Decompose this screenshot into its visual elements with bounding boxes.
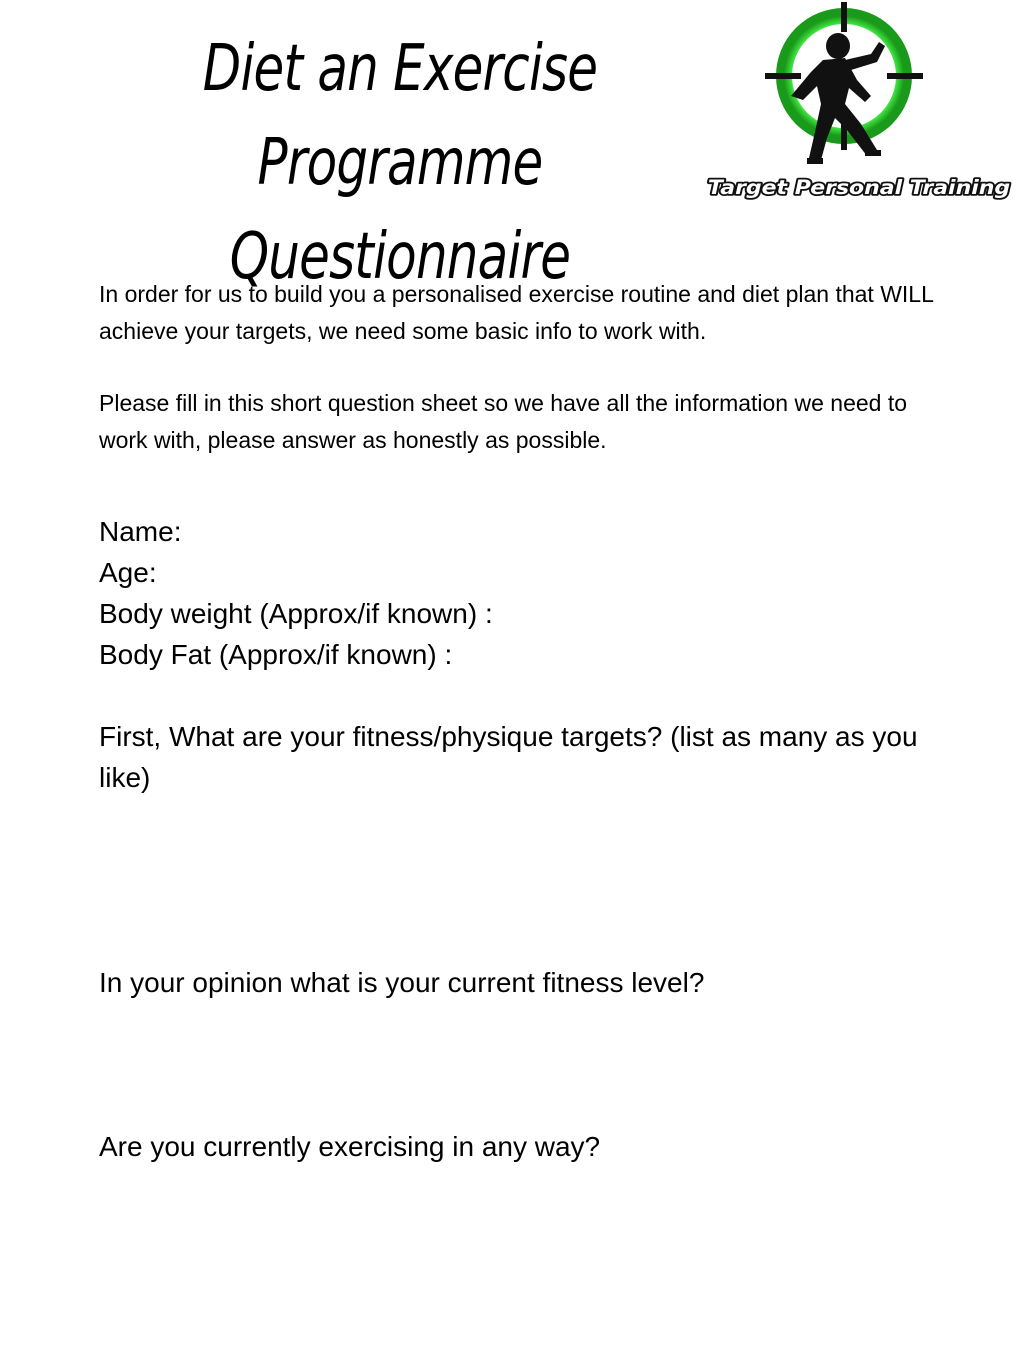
page-title [88,22,712,304]
age-row [99,552,949,593]
question-fitness-level: In your opinion what is your current fitness level? [99,967,705,998]
intro-paragraph-1: In order for us to build you a personalised exercise routine and diet plan that WILL achieve your targets, we need some basic info to work with. [99,281,934,344]
name-row [99,511,949,552]
body-fat-field[interactable] [460,636,949,674]
target-runner-logo-icon [695,0,1024,210]
page-title-line1: Diet an Exercise Programme [202,32,598,200]
question-fitness-targets: First, What are your fitness/physique targets? (list as many as you like) [99,721,918,793]
logo-brand-text: Target Personal Training [707,176,1011,199]
crosshair-left-icon [765,73,801,79]
body-fat-label: Body Fat (Approx/if known) : [99,639,453,670]
questionnaire-body [99,276,949,1290]
body-fat-row [99,634,949,675]
crosshair-right-icon [887,73,923,79]
currently-exercising-answer[interactable] [99,1167,919,1290]
age-field[interactable] [165,554,949,592]
body-weight-label: Body weight (Approx/if known) : [99,598,493,629]
personal-details-section [99,511,949,675]
fitness-level-answer[interactable] [99,1003,919,1126]
crosshair-top-icon [841,2,847,32]
body-weight-row [99,593,949,634]
intro-paragraph-2: Please fill in this short question sheet so we have all the information we need to work with, please answer as honestly as possible. [99,390,908,453]
name-field[interactable] [189,513,949,551]
age-label: Age: [99,557,157,588]
page-title-line2: Questionnaire [229,220,571,294]
fitness-targets-answer[interactable] [99,798,919,962]
body-weight-field[interactable] [501,595,949,633]
runner-silhouette-icon [791,33,885,164]
question-currently-exercising: Are you currently exercising in any way? [99,1131,601,1162]
target-personal-training-logo [695,0,1024,210]
name-label: Name: [99,516,182,547]
